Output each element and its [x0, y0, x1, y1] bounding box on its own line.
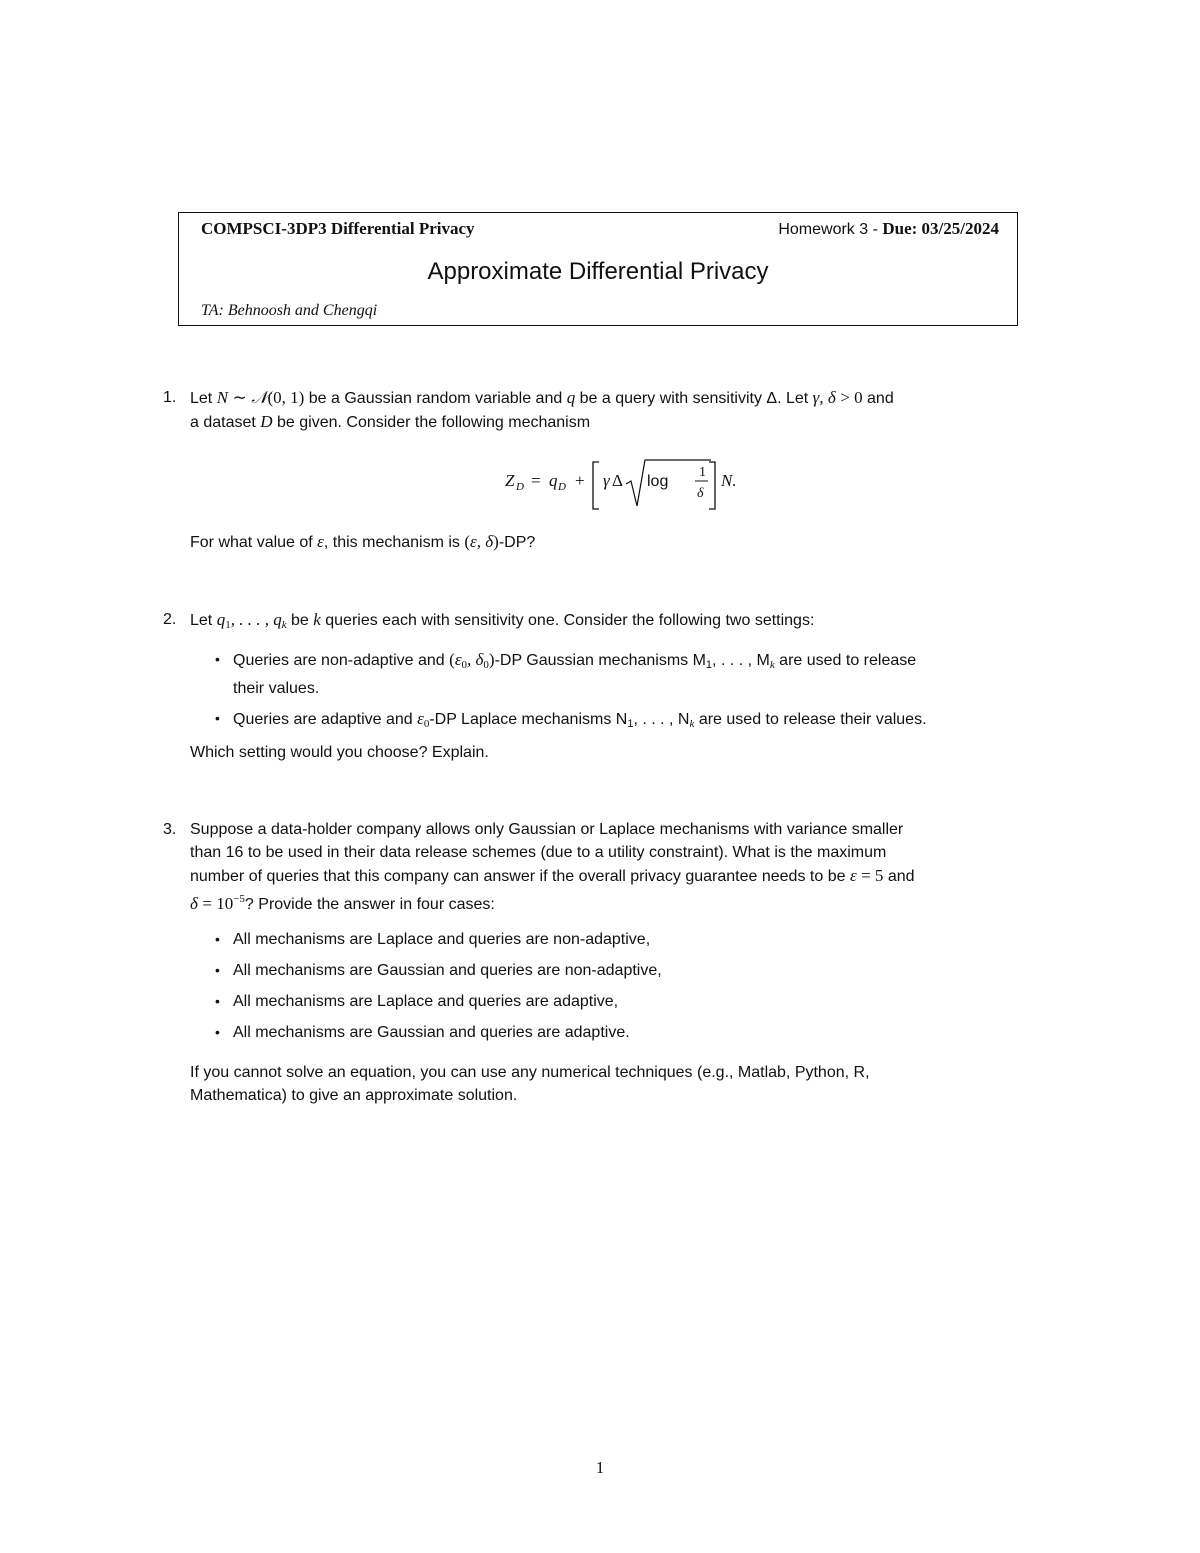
text: All mechanisms are Gaussian and queries are non-adaptive,	[233, 962, 662, 979]
text: a dataset	[190, 414, 261, 431]
text: If you cannot solve an equation, you can use any numerical techniques (e.g., Matlab, Python, R,	[190, 1064, 870, 1081]
bullet-icon: •	[215, 993, 220, 1009]
text: and	[883, 868, 915, 885]
homework-due	[778, 219, 999, 239]
list-item	[215, 928, 1063, 951]
text: -DP?	[498, 534, 536, 551]
text: be a query with sensitivity Δ. Let	[575, 390, 813, 407]
bullet-icon: •	[215, 931, 220, 947]
page-title: Approximate Differential Privacy	[427, 258, 769, 285]
bullet-icon: •	[215, 651, 220, 667]
question-1-number: 1.	[163, 389, 177, 406]
list-item	[215, 959, 1063, 982]
question-3-number: 3.	[163, 821, 177, 838]
question-1	[190, 386, 1060, 434]
bullet-icon: •	[215, 1024, 220, 1040]
course-title: COMPSCI-3DP3 Differential Privacy	[201, 219, 475, 238]
list-item	[215, 1021, 1063, 1044]
text: Mathematica) to give an approximate solution.	[190, 1087, 518, 1104]
text: , this mechanism is	[323, 534, 465, 551]
svg-text:1: 1	[699, 465, 706, 480]
text: their values.	[233, 680, 320, 697]
text: All mechanisms are Gaussian and queries are adaptive.	[233, 1024, 630, 1041]
text: be a Gaussian random variable and	[304, 390, 567, 407]
q3-cases-list	[215, 928, 1063, 1044]
bullet-icon: •	[215, 962, 220, 978]
text: Queries are adaptive and	[233, 711, 418, 728]
q2-closing: Which setting would you choose? Explain.	[190, 744, 489, 761]
q3-closing	[190, 1061, 1060, 1107]
text: All mechanisms are Laplace and queries are adaptive,	[233, 993, 619, 1010]
text: For what value of	[190, 534, 318, 551]
svg-text:Δ: Δ	[612, 471, 623, 490]
question-2-number: 2.	[163, 611, 177, 628]
list-item	[215, 990, 1063, 1013]
text: Suppose a data-holder company allows only Gaussian or Laplace mechanisms with variance smaller	[190, 821, 904, 838]
q1-line-1: Let N ∼ 𝒩(0, 1) be a Gaussian random variable and q be a query with sensitivity Δ. Let γ, δ > 0 and	[190, 388, 894, 407]
text: be given. Consider the following mechanism	[272, 414, 591, 431]
text: than 16 to be used in their data release schemes (due to a utility constraint). What is the maximum	[190, 844, 887, 861]
text: Let	[190, 612, 217, 629]
svg-text:δ: δ	[697, 486, 704, 501]
homework-label: Homework 3 -	[778, 221, 883, 238]
svg-text:D: D	[558, 481, 566, 493]
ta-names: TA: Behnoosh and Chengqi	[201, 302, 378, 319]
bullet-icon: •	[215, 710, 220, 726]
due-date: Due: 03/25/2024	[882, 219, 999, 238]
svg-text:log: log	[647, 473, 669, 490]
svg-text:=: =	[531, 471, 541, 490]
text: and	[862, 390, 894, 407]
text: are used to release their values.	[694, 711, 927, 728]
text: Queries are non-adaptive and	[233, 652, 450, 669]
text: are used to release	[774, 652, 917, 669]
q1-question: For what value of ε, this mechanism is (ε, δ)-DP?	[190, 532, 536, 551]
question-3: Suppose a data-holder company allows only Gaussian or Laplace mechanisms with variance smaller than 16 to be used in their data release schemes (due to a utility constraint). What is the maximum number of queries that this company can answer if the overall privacy guarantee needs to be ε = 5 and $\delta = 10^{-5}$? Provide the answer in four cases:	[190, 818, 1060, 916]
q2-settings-list	[215, 648, 1063, 736]
page-number: 1	[595, 1458, 605, 1477]
svg-text:γ: γ	[603, 471, 610, 490]
svg-text:+: +	[575, 471, 585, 490]
text: Let	[190, 390, 217, 407]
svg-text:Z: Z	[505, 471, 515, 490]
mechanism-equation	[505, 456, 765, 516]
text: -DP Laplace mechanisms N	[429, 711, 628, 728]
text: -DP Gaussian mechanisms M	[494, 652, 706, 669]
q1-line-2: a dataset D be given. Consider the following mechanism	[190, 412, 591, 431]
question-2: Let $q_1$, . . . , $q_k$ be k queries each with sensitivity one. Consider the following two settings:	[190, 610, 815, 631]
list-item: • Queries are adaptive and $\varepsilon_0-DP$ Laplace mechanisms $N_1$, . . . , $N_k$ are used to release their values.	[215, 709, 927, 730]
svg-text:N.: N.	[721, 471, 737, 490]
list-item: • Queries are non-adaptive and ($\varepsilon_0$, $\delta_0)-DP$ Gaussian mechanisms $M_1$, . . . , $M_k$ are used to release their values.	[233, 648, 1063, 700]
header-box	[178, 212, 1018, 326]
text: be	[286, 612, 314, 629]
svg-text:D: D	[516, 481, 524, 493]
text: All mechanisms are Laplace and queries are non-adaptive,	[233, 931, 651, 948]
text: queries each with sensitivity one. Consider the following two settings:	[320, 612, 815, 629]
text: ? Provide the answer in four cases:	[244, 896, 495, 913]
text: number of queries that this company can answer if the overall privacy guarantee needs to be	[190, 868, 850, 885]
svg-text:q: q	[549, 471, 558, 490]
